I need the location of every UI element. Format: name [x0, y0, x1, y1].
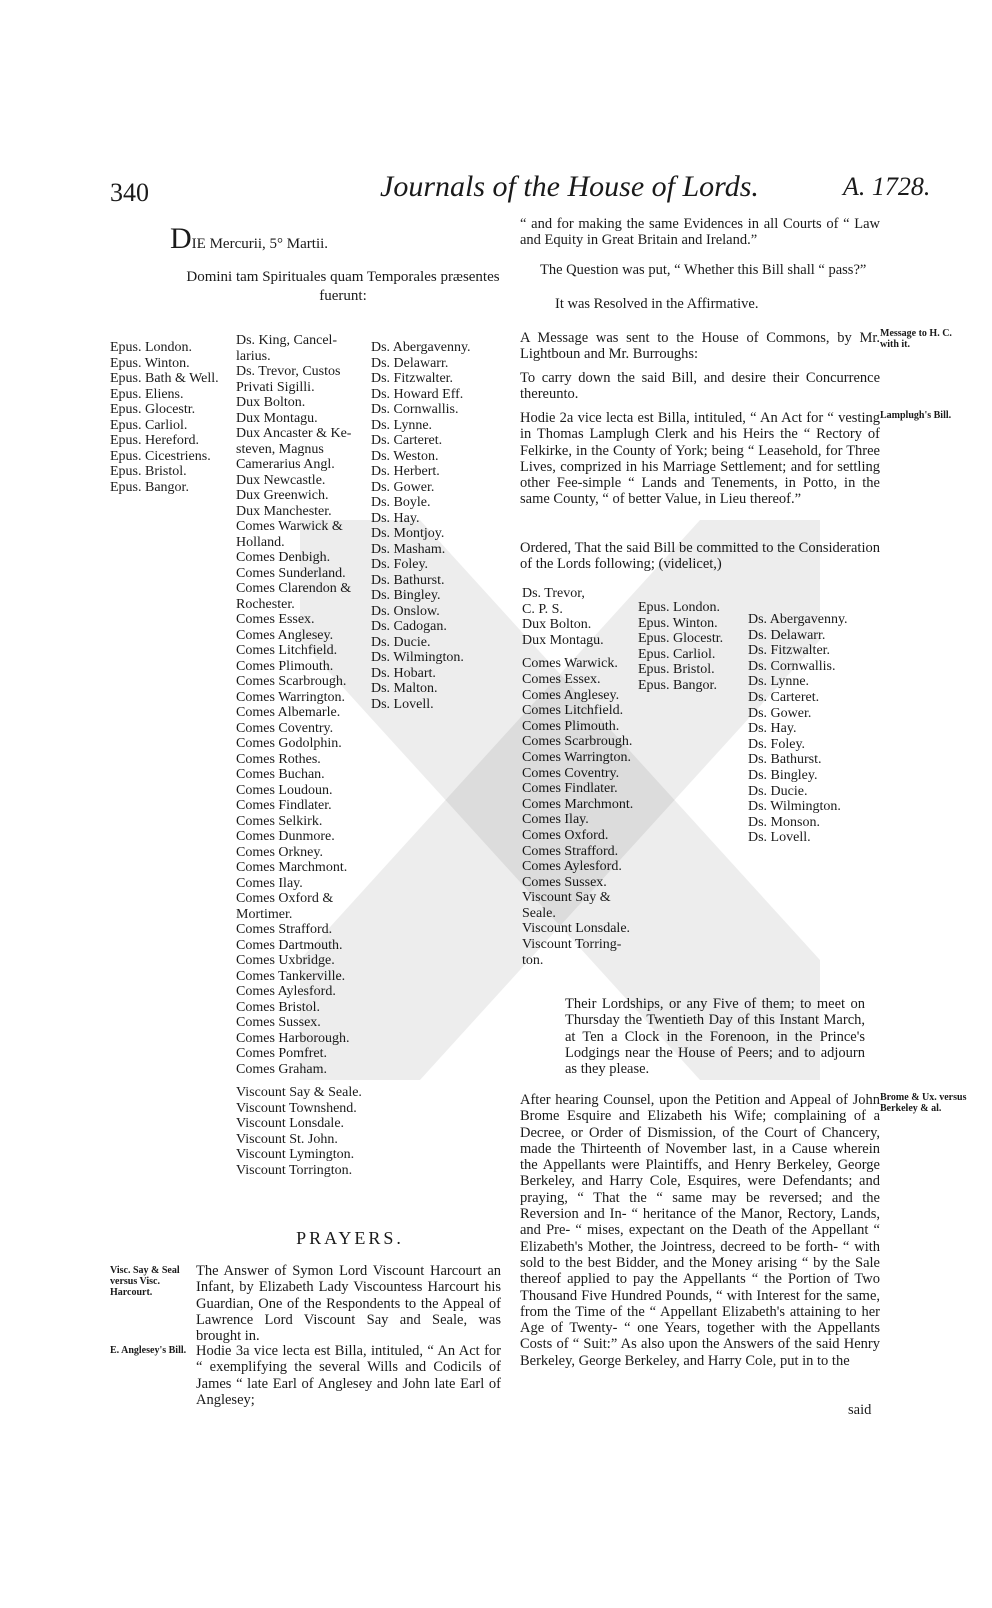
running-title: Journals of the House of Lords. — [380, 170, 759, 203]
list-item: Comes Findlater. — [522, 781, 618, 797]
list-item: Comes Strafford. — [236, 922, 333, 937]
list-item: Viscount Lonsdale. — [522, 921, 631, 937]
list-item: Ds. Monson. — [748, 814, 820, 830]
message-text: A Message was sent to the House of Commons, by Mr. Lightboun and Mr. Burroughs: — [520, 330, 880, 363]
list-item: Comes Denbigh. — [236, 550, 331, 565]
margin-note-brome: Brome & Ux. versus Berkeley & al. — [880, 1092, 967, 1114]
list-item: Ds. Boyle. — [371, 495, 431, 510]
list-item: Ds. Herbert. — [371, 464, 440, 479]
list-item: Comes Oxford & — [236, 891, 334, 906]
temporal-list-2 — [371, 340, 499, 712]
list-item: Comes Dartmouth. — [236, 937, 343, 953]
list-item: Ds. Delawarr. — [748, 627, 826, 643]
list-item: Viscount Lonsdale. — [236, 1116, 345, 1131]
list-item: Ds. Lynne. — [371, 417, 433, 433]
list-item: steven, Magnus — [236, 441, 324, 457]
list-item: Epus. Glocestr. — [110, 402, 196, 417]
list-item: Comes Oxford. — [522, 827, 609, 843]
list-item: Ds. Malton. — [371, 681, 438, 696]
list-item: Comes Ilay. — [522, 812, 589, 828]
drop-initial: D — [170, 222, 192, 255]
list-item: Comes Litchfield. — [522, 703, 624, 719]
list-item: Epus. Glocestr. — [638, 631, 724, 647]
list-item: Ds. Fitzwalter. — [371, 371, 454, 386]
present-heading: Domini tam Spirituales quam Temporales præsentes fuerunt: — [186, 269, 500, 304]
list-item: Viscount Say & — [522, 890, 611, 906]
margin-note-harcourt: Visc. Say & Seal versus Visc. Harcourt. — [110, 1265, 180, 1298]
catchword: said — [848, 1402, 872, 1418]
list-item: Ds. Cornwallis. — [748, 658, 836, 674]
list-item: Comes Tankerville. — [236, 968, 346, 984]
list-item: Camerarius Angl. — [236, 457, 335, 472]
list-item: Comes Albemarle. — [236, 705, 341, 720]
list-item: Ds. Gower. — [748, 705, 812, 721]
dateline-text: IE Mercurii, 5° Martii. — [191, 236, 329, 252]
list-item: Comes Buchan. — [236, 767, 325, 782]
list-item: Comes Bristol. — [236, 999, 321, 1015]
list-item: Holland. — [236, 534, 285, 550]
list-item: Comes Anglesey. — [522, 687, 620, 703]
margin-note-message: Message to H. C. with it. — [880, 328, 952, 350]
list-item: Comes Graham. — [236, 1061, 327, 1077]
list-item: Comes Plimouth. — [236, 658, 334, 674]
list-item: Viscount Torring- — [522, 937, 622, 953]
list-item: Ds. Howard Eff. — [371, 386, 464, 402]
list-item: Comes Warrington. — [236, 689, 346, 705]
list-item: Dux Montagu. — [522, 632, 604, 648]
list-item: Dux Bolton. — [522, 617, 592, 633]
concurrence: To carry down the said Bill, and desire their Concurrence thereunto. — [520, 370, 880, 403]
list-item: Comes Warrington. — [522, 749, 632, 765]
question-put: The Question was put, “ Whether this Bill shall “ pass?” — [540, 262, 867, 278]
list-item: Ds. Cadogan. — [371, 619, 447, 634]
list-item: Ds. Carteret. — [371, 433, 443, 448]
list-item: Comes Warwick. — [522, 656, 618, 672]
list-item: Epus. Winton. — [110, 355, 190, 371]
list-item: Viscount Torrington. — [236, 1162, 353, 1178]
list-item: Ds. Foley. — [371, 557, 429, 572]
prayers-heading: PRAYERS. — [296, 1228, 404, 1248]
list-item: Comes Loudoun. — [236, 782, 333, 798]
committee-list-2 — [638, 600, 750, 694]
list-item: Comes Aylesford. — [522, 859, 622, 875]
list-item: larius. — [236, 348, 271, 364]
list-item: Epus. Carliol. — [110, 417, 188, 433]
list-item: Comes Sussex. — [522, 874, 607, 890]
list-item: C. P. S. — [522, 601, 563, 617]
page-number: 340 — [110, 178, 149, 207]
list-item: Comes Essex. — [236, 612, 315, 627]
list-item: Ds. Montjoy. — [371, 526, 445, 541]
margin-note-lamplugh: Lamplugh's Bill. — [880, 410, 952, 421]
list-item: Dux Montagu. — [236, 410, 318, 426]
list-item: Comes Godolphin. — [236, 736, 342, 751]
list-item: Epus. Bristol. — [638, 662, 715, 678]
list-item: Dux Ancaster & Ke- — [236, 426, 352, 441]
list-item: Comes Dunmore. — [236, 829, 335, 844]
list-item: Comes Aylesford. — [236, 984, 336, 999]
list-item: Ds. Lynne. — [748, 674, 810, 690]
list-item: Epus. Cicestriens. — [110, 448, 211, 464]
list-item: Rochester. — [236, 596, 295, 612]
brome-appeal: After hearing Counsel, upon the Petition and Appeal of John Brome Esquire and Elizabeth his Wife; complaining of a Decree, or Order of Dismission, of the Court of Chancery, made the Thirteenth of November last, in a Cause wherein the Appellants were Plaintiffs, and Henry Berkeley, George Berkeley, and Harry Cole, Esquires, were Defendants; and praying, “ That the “ same may be reversed; and the Reversion and In- “ heritance of the Manor, Rectory, Lands, and Pre- “ mises, expectant on the Death of the Appellant “ Elizabeth's Mother, the Jointress, decreed to be forth- “ with sold to the best Bidder, and the Money arising “ by the Sale thereof applied to pay the Appellants “ the Portion of Two Thousand Five Hundred Pounds, “ with Interest for the same, from the Time of the “ Appellant Elizabeth's attaining to her Age of Twenty- “ one Years, together with the Appellants Costs of “ Suit:” As also upon the Answers of the said Henry Berkeley, George Berkeley, and Harry Cole, put in to the — [520, 1092, 880, 1369]
list-item: Dux Greenwich. — [236, 488, 329, 503]
list-item: Seale. — [522, 905, 556, 921]
list-item: Comes Rothes. — [236, 751, 321, 767]
list-item: Ds. Ducie. — [748, 783, 808, 799]
list-item: Comes Coventry. — [236, 720, 334, 736]
list-item: Epus. London. — [638, 600, 721, 615]
lamplugh-bill: Hodie 2a vice lecta est Billa, intituled, “ An Act for “ vesting in Thomas Lamplugh Clerk and his Heirs the “ Rectory of Felkirke, in the County of York; being “ Leasehold, for Three Lives, comprized in his Marriage Settlement; and for settling other Fee-simple “ Lands and Tenements, in Potto, in the same County, “ of better Value, in Lieu thereof.” — [520, 410, 880, 508]
list-item: Ds. Foley. — [748, 736, 806, 752]
list-item: Ds. Trevor, — [522, 586, 585, 601]
list-item: Ds. Onslow. — [371, 603, 440, 619]
list-item: Comes Litchfield. — [236, 643, 338, 658]
temporal-list-1 — [236, 333, 374, 1178]
list-item: Ds. Carteret. — [748, 689, 820, 705]
list-item: ton. — [522, 952, 544, 968]
list-item: Ds. Abergavenny. — [371, 340, 471, 355]
list-item: Epus. London. — [110, 340, 193, 355]
answer-harcourt: The Answer of Symon Lord Viscount Harcourt an Infant, by Elizabeth Lady Viscountess Harcourt his Guardian, One of the Respondents to the Appeal of Lawrence Lord Viscount Say and Seale, was brought in. — [196, 1263, 501, 1345]
list-item: Comes Essex. — [522, 671, 601, 687]
list-item: Ds. Bathurst. — [748, 752, 822, 768]
list-item: Ds. Cornwallis. — [371, 402, 459, 417]
list-item: Ds. Wilmington. — [748, 799, 841, 815]
list-item: Viscount Lymington. — [236, 1147, 355, 1162]
list-item: Epus. Carliol. — [638, 646, 716, 662]
list-item: Dux Manchester. — [236, 503, 332, 519]
list-item: Dux Bolton. — [236, 395, 306, 410]
list-item: Comes Strafford. — [522, 843, 619, 859]
list-item: Ds. Fitzwalter. — [748, 643, 831, 659]
list-item: Viscount Say & Seale. — [236, 1085, 362, 1100]
list-item: Comes Selkirk. — [236, 813, 323, 829]
list-item: Viscount Townshend. — [236, 1100, 357, 1116]
list-item: Ds. Hay. — [371, 510, 420, 526]
list-item: Dux Newcastle. — [236, 472, 326, 488]
dateline — [170, 222, 328, 256]
committee-list-3 — [748, 612, 868, 846]
list-item: Comes Scarbrough. — [522, 734, 633, 750]
list-item: Comes Anglesey. — [236, 627, 334, 643]
list-item: Epus. Bristol. — [110, 464, 187, 479]
list-item: Comes Orkney. — [236, 844, 323, 860]
list-item: Epus. Hereford. — [110, 433, 200, 448]
list-item: Comes Coventry. — [522, 765, 620, 781]
list-item: Comes Clarendon & — [236, 581, 352, 596]
list-item: Ds. Ducie. — [371, 634, 431, 650]
committee-list-1 — [522, 586, 640, 968]
list-item: Comes Findlater. — [236, 798, 332, 813]
list-item: Epus. Bangor. — [110, 479, 189, 495]
list-item: Ds. Abergavenny. — [748, 612, 848, 627]
list-item: Ds. Lovell. — [748, 830, 811, 846]
list-item: Ds. Hobart. — [371, 665, 436, 681]
list-item: Comes Warwick & — [236, 519, 343, 534]
ordered: Ordered, That the said Bill be committed to the Consideration of the Lords following; (videlicet,) — [520, 540, 880, 573]
list-item: Ds. Lovell. — [371, 696, 434, 712]
list-item: Comes Pomfret. — [236, 1046, 327, 1061]
list-item: Ds. Bingley. — [748, 767, 818, 783]
list-item: Epus. Bath & Well. — [110, 371, 219, 386]
list-item: Epus. Winton. — [638, 615, 718, 631]
list-item — [236, 1077, 374, 1085]
list-item: Comes Plimouth. — [522, 718, 620, 734]
list-item: Epus. Bangor. — [638, 677, 717, 693]
list-item: Ds. Masham. — [371, 541, 446, 557]
list-item: Ds. King, Cancel- — [236, 333, 338, 348]
list-item: Comes Marchmont. — [522, 796, 634, 812]
margin-note-anglesey: E. Anglesey's Bill. — [110, 1345, 187, 1356]
list-item: Viscount St. John. — [236, 1131, 338, 1147]
list-item: Ds. Bathurst. — [371, 572, 445, 588]
anglesey-bill-cont: “ and for making the same Evidences in all Courts of “ Law and Equity in Great Britain and Ireland.” — [520, 216, 880, 249]
meeting: Their Lordships, or any Five of them; to meet on Thursday the Twentieth Day of this Instant March, at Ten a Clock in the Forenoon, in the Prince's Lodgings near the House of Peers; and to adjourn as they please. — [565, 996, 865, 1078]
anglesey-bill: Hodie 3a vice lecta est Billa, intituled, “ An Act for “ exemplifying the several Wills and Codicils of James “ late Earl of Anglesey and John late Earl of Anglesey; — [196, 1343, 501, 1408]
list-item: Ds. Wilmington. — [371, 650, 464, 665]
list-item: Ds. Trevor, Custos — [236, 364, 341, 379]
list-item: Comes Marchmont. — [236, 860, 348, 875]
list-item: Mortimer. — [236, 906, 293, 922]
list-item: Ds. Delawarr. — [371, 355, 449, 371]
list-item: Comes Scarbrough. — [236, 674, 347, 689]
list-item: Privati Sigilli. — [236, 379, 315, 395]
list-item: Ds. Bingley. — [371, 588, 441, 603]
list-item: Comes Harborough. — [236, 1030, 350, 1046]
bishops-list — [110, 340, 228, 495]
list-item: Ds. Weston. — [371, 448, 439, 464]
list-item: Comes Sunderland. — [236, 565, 346, 581]
list-item — [522, 648, 640, 656]
list-item: Epus. Eliens. — [110, 386, 184, 402]
list-item: Ds. Gower. — [371, 479, 435, 495]
year: A. 1728. — [843, 172, 931, 201]
list-item: Ds. Hay. — [748, 721, 797, 737]
resolved: It was Resolved in the Affirmative. — [555, 296, 759, 312]
list-item: Comes Sussex. — [236, 1015, 321, 1030]
list-item: Comes Ilay. — [236, 875, 303, 891]
list-item: Comes Uxbridge. — [236, 953, 335, 968]
